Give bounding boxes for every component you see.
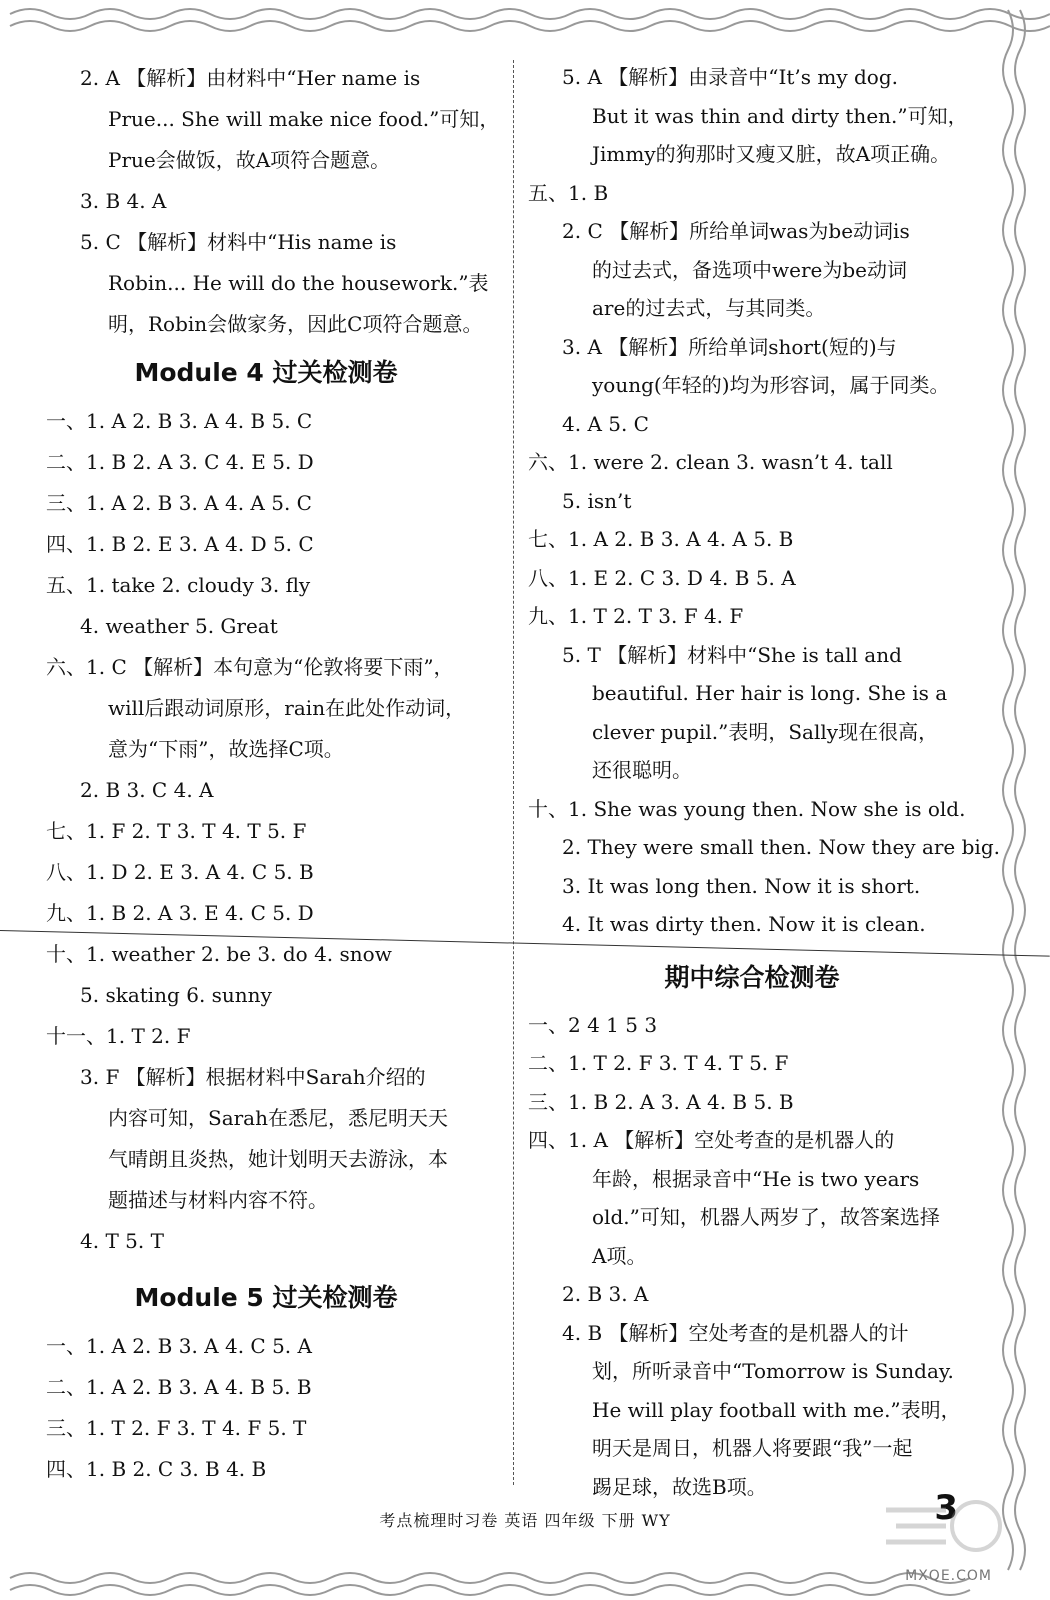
answer-line: 2. B 3. C 4. A — [80, 778, 214, 802]
answer-line: 2. C 【解析】所给单词was为be动词is — [562, 219, 910, 243]
answer-line: 5. T 【解析】材料中“She is tall and — [562, 642, 902, 667]
answer-line: will后跟动词原形，rain在此处作动词， — [108, 696, 466, 720]
answer-line: 六、1. C 【解析】本句意为“伦敦将要下雨”， — [46, 655, 454, 679]
answer-line: Prue... She will make nice food.”可知， — [108, 107, 500, 131]
answer-line: 三、1. A 2. B 3. A 4. A 5. C — [46, 491, 312, 515]
answer-line: 5. isn’t — [562, 488, 632, 513]
answer-line: 十一、1. T 2. F — [46, 1024, 191, 1048]
answer-line: Jimmy的狗那时又瘦又脏，故A项正确。 — [592, 142, 951, 166]
answer-line: 内容可知，Sarah在悉尼，悉尼明天天 — [108, 1106, 448, 1130]
answer-line: 一、1. A 2. B 3. A 4. C 5. A — [46, 1334, 312, 1358]
module-4-heading: Module 4 过关检测卷 — [134, 358, 398, 387]
answer-line: 二、1. A 2. B 3. A 4. B 5. B — [46, 1375, 312, 1399]
answer-line: But it was thin and dirty then.”可知， — [592, 103, 968, 128]
answer-line: 九、1. T 2. T 3. F 4. F — [528, 604, 744, 628]
answer-line: 5. C 【解析】材料中“His name is — [80, 230, 397, 254]
midterm-heading: 期中综合检测卷 — [664, 962, 840, 992]
answer-line: 4. It was dirty then. Now it is clean. — [562, 912, 926, 936]
answer-line: clever pupil.”表明，Sally现在很高， — [592, 719, 939, 744]
answer-line: 5. A 【解析】由录音中“It’s my dog. — [562, 65, 899, 89]
watermark-text: MXQE.COM — [905, 1568, 992, 1584]
answer-line: 踢足球，故选B项。 — [592, 1474, 767, 1499]
answer-line: 五、1. B — [528, 180, 609, 205]
answer-line: 明，Robin会做家务，因此C项符合题意。 — [108, 312, 483, 336]
answer-line: 还很聪明。 — [592, 758, 692, 782]
answer-line: 九、1. B 2. A 3. E 4. C 5. D — [46, 901, 314, 925]
answer-line: 3. F 【解析】根据材料中Sarah介绍的 — [80, 1065, 426, 1089]
answer-line: 4. T 5. T — [80, 1229, 164, 1253]
answer-line: 意为“下雨”，故选择C项。 — [108, 737, 344, 761]
answer-line: 三、1. B 2. A 3. A 4. B 5. B — [528, 1089, 794, 1114]
answer-line: 题描述与材料内容不符。 — [108, 1188, 328, 1212]
answer-line: 2. A 【解析】由材料中“Her name is — [80, 66, 421, 90]
answer-line: 七、1. A 2. B 3. A 4. A 5. B — [528, 527, 794, 551]
answer-line: 2. B 3. A — [562, 1282, 649, 1306]
answer-line: 七、1. F 2. T 3. T 4. T 5. F — [46, 819, 307, 843]
answer-line: 年龄，根据录音中“He is two years — [592, 1166, 920, 1191]
answer-line: 四、1. B 2. C 3. B 4. B — [46, 1457, 267, 1481]
answer-line: 四、1. A 【解析】空处考查的是机器人的 — [528, 1128, 895, 1152]
midterm-answers — [528, 1006, 976, 1507]
column-divider — [513, 60, 514, 1485]
answer-line: 八、1. E 2. C 3. D 4. B 5. A — [528, 565, 796, 590]
answer-line: 气晴朗且炎热，她计划明天去游泳，本 — [108, 1147, 448, 1171]
answer-line: He will play football with me.”表明， — [592, 1397, 961, 1422]
answer-line: young(年轻的)均为形容词，属于同类。 — [592, 373, 950, 397]
answer-line: 一、1. A 2. B 3. A 4. B 5. C — [46, 409, 313, 433]
answer-line: 十、1. weather 2. be 3. do 4. snow — [46, 942, 392, 966]
answer-line: 六、1. were 2. clean 3. wasn’t 4. tall — [528, 450, 893, 474]
answer-line: 明天是周日，机器人将要跟“我”一起 — [592, 1436, 913, 1460]
answer-line: 2. They were small then. Now they are big. — [562, 835, 1000, 859]
right-column — [528, 58, 1000, 1506]
answer-line: beautiful. Her hair is long. She is a — [592, 681, 948, 705]
answer-line: 八、1. D 2. E 3. A 4. C 5. B — [46, 860, 314, 884]
page-number: 3 — [934, 1488, 958, 1528]
answer-line: Prue会做饭，故A项符合题意。 — [108, 148, 391, 172]
answer-line: 的过去式，备选项中were为be动词 — [592, 257, 907, 282]
answer-line: 5. skating 6. sunny — [80, 983, 272, 1007]
module-5-answers — [46, 1326, 486, 1490]
right-answers-block-1 — [528, 58, 1000, 944]
answer-line: 4. B 【解析】空处考查的是机器人的计 — [562, 1320, 909, 1345]
answer-line: A项。 — [592, 1243, 647, 1268]
answer-line: 一、2 4 1 5 3 — [528, 1012, 658, 1037]
watermark-logo-icon — [876, 1490, 1006, 1570]
answer-line: 4. weather 5. Great — [80, 614, 278, 638]
answer-line: Robin... He will do the housework.”表 — [108, 271, 489, 295]
answer-line: 3. It was long then. Now it is short. — [562, 873, 921, 898]
page-footer: 考点梳理时习卷 英语 四年级 下册 WY — [379, 1511, 671, 1530]
answer-line: 二、1. T 2. F 3. T 4. T 5. F — [528, 1051, 789, 1075]
answer-line: 五、1. take 2. cloudy 3. fly — [46, 573, 311, 597]
answer-line: are的过去式，与其同类。 — [592, 296, 826, 320]
answer-line: 二、1. B 2. A 3. C 4. E 5. D — [46, 450, 314, 474]
answer-line: 3. B 4. A — [80, 189, 167, 213]
answer-line: 划，所听录音中“Tomorrow is Sunday. — [592, 1359, 954, 1383]
answer-line: 十、1. She was young then. Now she is old. — [528, 796, 966, 821]
answer-line: 4. A 5. C — [562, 411, 649, 436]
left-column — [46, 58, 500, 1490]
module-5-heading: Module 5 过关检测卷 — [134, 1283, 398, 1312]
answer-line: 3. A 【解析】所给单词short(短的)与 — [562, 334, 897, 359]
module-4-answers — [46, 401, 486, 1262]
answer-line: 四、1. B 2. E 3. A 4. D 5. C — [46, 532, 314, 556]
answer-line: 三、1. T 2. F 3. T 4. F 5. T — [46, 1416, 307, 1440]
answer-line: old.”可知，机器人两岁了，故答案选择 — [592, 1205, 940, 1229]
left-answers-block-1 — [46, 58, 500, 345]
